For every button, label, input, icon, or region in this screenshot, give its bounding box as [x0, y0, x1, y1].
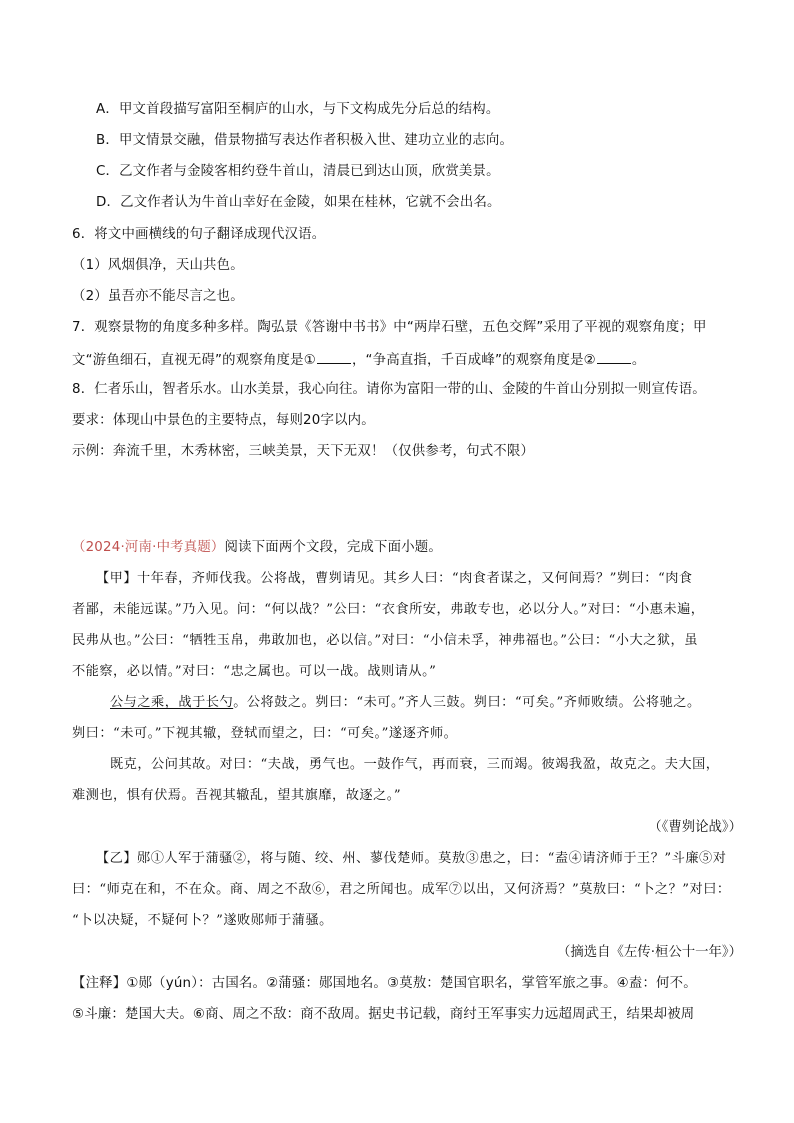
question-7-text-b: ，“争高直指，千百成峰”的观察角度是②: [351, 353, 596, 368]
question-8-example: 示例：奔流千里，木秀林密，三峡美景，天下无双！（仅供参考，句式不限）: [72, 444, 535, 459]
jia-paragraph-2-rest: 。公将鼓之。刿曰：“未可。”齐人三鼓。刿曰：“可矣。”齐师败绩。公将驰之。: [233, 695, 701, 710]
jia-line-1: 【甲】十年春，齐师伐我。公将战，曹刿请见。其乡人曰：“肉食者谋之，又何间焉？”刿曰：“肉食: [96, 571, 693, 586]
exam-source-tag: （2024·河南·中考真题）: [72, 540, 225, 555]
jia-paragraph-3-line-1: 既克，公问其故。对曰：“夫战，勇气也。一鼓作气，再而衰，三而竭。彼竭我盈，故克之。夫大国，: [110, 757, 720, 772]
option-d: D．乙文作者认为牛首山幸好在金陵，如果在桂林，它就不会出名。: [96, 195, 501, 210]
jia-line-2: 者鄙，未能远谋。”乃入见。问：“何以战？”公曰：“衣食所安，弗敢专也，必以分人。”对曰：“小惠未遍，: [72, 602, 705, 617]
question-8-requirement: 要求：体现山中景色的主要特点，每则20字以内。: [72, 413, 375, 428]
question-6-item-1: （1）风烟俱净，天山共色。: [72, 258, 244, 273]
jia-source: （《曹刿论战》）: [648, 820, 742, 835]
jia-paragraph-2-line-1: [110, 693, 760, 713]
jia-paragraph-2-line-2: 刿曰：“未可。”下视其辙，登轼而望之，曰：“可矣。”遂逐齐师。: [72, 726, 458, 741]
jia-paragraph-3-line-2: 难测也，惧有伏焉。吾视其辙乱，望其旗靡，故逐之。”: [72, 788, 402, 803]
option-a: A．甲文首段描写富阳至桐庐的山水，与下文构成先分后总的结构。: [96, 102, 500, 117]
yi-line-3: “卜以决疑，不疑何卜？”遂败郧师于蒲骚。: [72, 913, 333, 928]
section-2-intro: 阅读下面两个文段，完成下面小题。: [224, 540, 442, 555]
option-b: B．甲文情景交融，借景物描写表达作者积极入世、建功立业的志向。: [96, 133, 514, 148]
question-6-item-2: （2）虽吾亦不能尽言之也。: [72, 289, 244, 304]
yi-line-1: 【乙】郧①人军于蒲骚②，将与随、绞、州、蓼伐楚师。莫敖③患之，曰：“盍④请济师于王？”斗廉⑤对: [96, 851, 727, 866]
answer-blank-1[interactable]: [317, 349, 351, 364]
answer-blank-2[interactable]: [597, 349, 631, 364]
question-7-text-c: 。: [631, 353, 646, 368]
notes-line-1: 【注释】①郧（yún）：古国名。②蒲骚：郧国地名。③莫敖：楚国官职名，掌管军旅之事。④盍：何不。: [72, 976, 697, 991]
jia-line-3: 民弗从也。”公曰：“牺牲玉帛，弗敢加也，必以信。”对曰：“小信未孚，神弗福也。”公曰：“小大之狱，虽: [72, 633, 698, 648]
section-2-heading: [72, 538, 732, 558]
question-7-text-a: 文“游鱼细石，直视无碍”的观察角度是①: [72, 353, 316, 368]
jia-line-4: 不能察，必以情。”对曰：“忠之属也。可以一战。战则请从。”: [72, 664, 437, 679]
question-7-line-1: 7．观察景物的角度多种多样。陶弘景《答谢中书书》中“两岸石壁，五色交辉”采用了平视的观察角度；甲: [72, 320, 707, 335]
option-c: C．乙文作者与金陵客相约登牛首山，清晨已到达山顶，欣赏美景。: [96, 164, 500, 179]
question-7-line-2: [72, 349, 732, 371]
yi-line-2: 曰：“师克在和，不在众。商、周之不敌⑥，君之所闻也。成军⑦以出，又何济焉？”莫敖曰：“卜之？”对曰：: [72, 882, 731, 897]
question-8-line-1: 8．仁者乐山，智者乐水。山水美景，我心向往。请你为富阳一带的山、金陵的牛首山分别拟一则宣传语。: [72, 382, 706, 397]
underlined-sentence: 公与之乘，战于长勺: [110, 695, 234, 710]
question-6-stem: 6．将文中画横线的句子翻译成现代汉语。: [72, 227, 326, 242]
yi-source: （摘选自《左传·桓公十一年》）: [556, 945, 742, 960]
notes-line-2: ⑤斗廉：楚国大夫。⑥商、周之不敌：商不敌周。据史书记载，商纣王军事实力远超周武王，结果却被周: [72, 1007, 695, 1022]
